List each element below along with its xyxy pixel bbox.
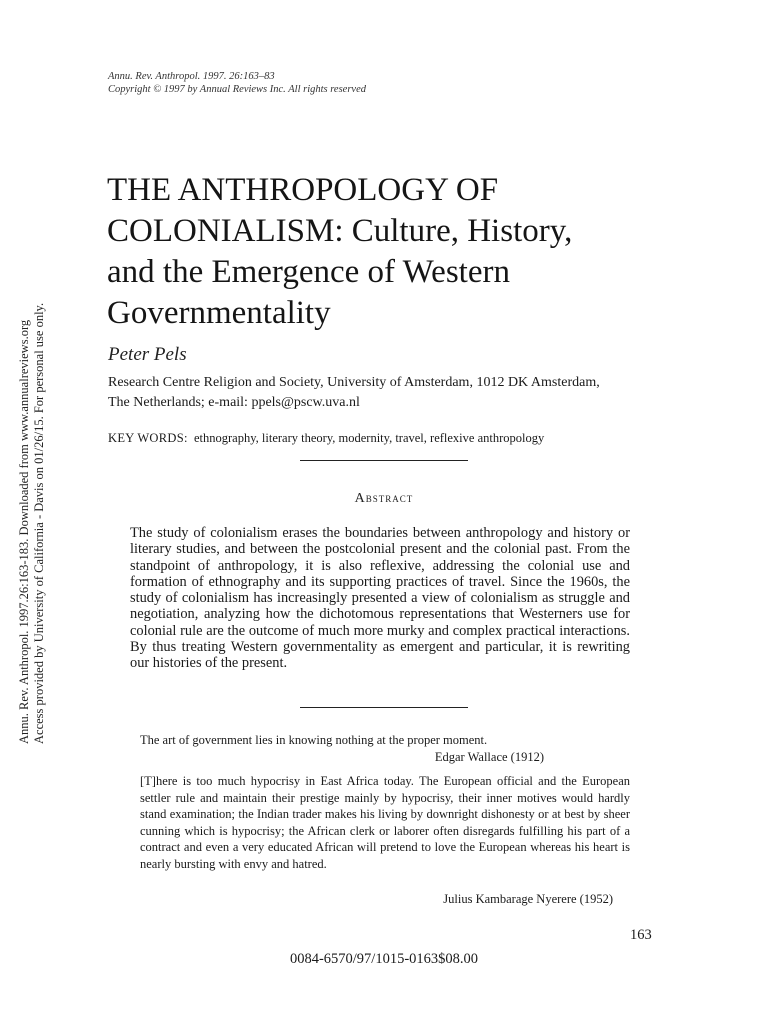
keywords-label: KEY WORDS:	[108, 431, 188, 445]
epigraph-attribution: Edgar Wallace (1912)	[434, 750, 544, 764]
epigraph-quote: The art of government lies in knowing nothing at the proper moment.	[140, 733, 488, 747]
sidebar-access-line: Access provided by University of California - Davis on 01/26/15. For personal use only.	[32, 302, 46, 744]
epigraph-attribution: Julius Kambarage Nyerere (1952)	[443, 892, 613, 906]
divider-rule	[300, 707, 468, 708]
abstract-text: The study of colonialism erases the boundaries between anthropology and history or literary studies, and between the postcolonial present and the colonial past. From the standpoint of anthropology, it is also reflexive, addressing the colonial use and formation of ethnography and its supporting practices of travel. Since the 1960s, the study of colonialism has increasingly presented a view of colonialism as struggle and negotiation, analyzing how the dichotomous representations that Westerners use for colonial rule are the outcome of much more murky and complex practical interactions. By thus treating Western governmentality as emergent and particular, it is rewriting our histories of the present.	[130, 525, 630, 672]
abstract-heading-cap: A	[354, 491, 366, 506]
article-title	[107, 170, 667, 334]
title-line: and the Emergence of Western	[107, 254, 510, 290]
divider-rule	[300, 460, 468, 461]
title-line: THE ANTHROPOLOGY OF	[107, 172, 499, 208]
article-code: 0084-6570/97/1015-0163$08.00	[289, 951, 479, 967]
title-line: COLONIALISM: Culture, History,	[107, 213, 573, 249]
keywords-list: ethnography, literary theory, modernity, travel, reflexive anthropology	[194, 431, 545, 445]
abstract-heading	[0, 490, 768, 507]
journal-citation: Annu. Rev. Anthropol. 1997. 26:163–83	[108, 71, 275, 82]
affiliation-line: The Netherlands; e-mail: ppels@pscw.uva.nl	[108, 395, 360, 410]
author-affiliation	[108, 373, 688, 413]
keywords-line	[108, 430, 688, 446]
affiliation-line: Research Centre Religion and Society, University of Amsterdam, 1012 DK Amsterdam,	[108, 375, 600, 390]
epigraph-quote: [T]here is too much hypocrisy in East Africa today. The European official and the European settler rule and maintain their prestige mainly by hypocrisy, their inner motives would hardly stand examination; the Indian trader makes his living by downright dishonesty or at best by sheer cunning which is hypocrisy; the African clerk or laborer often disregards fulfilling his part of a contract and even a very educated African will pretend to love the European whereas his heart is nearly bursting with envy and hatred.	[140, 774, 630, 871]
title-line: Governmentality	[107, 295, 331, 331]
author-name: Peter Pels	[108, 344, 187, 365]
sidebar-download-line: Annu. Rev. Anthropol. 1997.26:163-183. Downloaded from www.annualreviews.org	[17, 319, 31, 744]
journal-header	[108, 70, 366, 96]
page-number: 163	[630, 927, 652, 943]
copyright-notice: Copyright © 1997 by Annual Reviews Inc. All rights reserved	[108, 84, 366, 95]
abstract-heading-rest: bstract	[365, 490, 414, 505]
